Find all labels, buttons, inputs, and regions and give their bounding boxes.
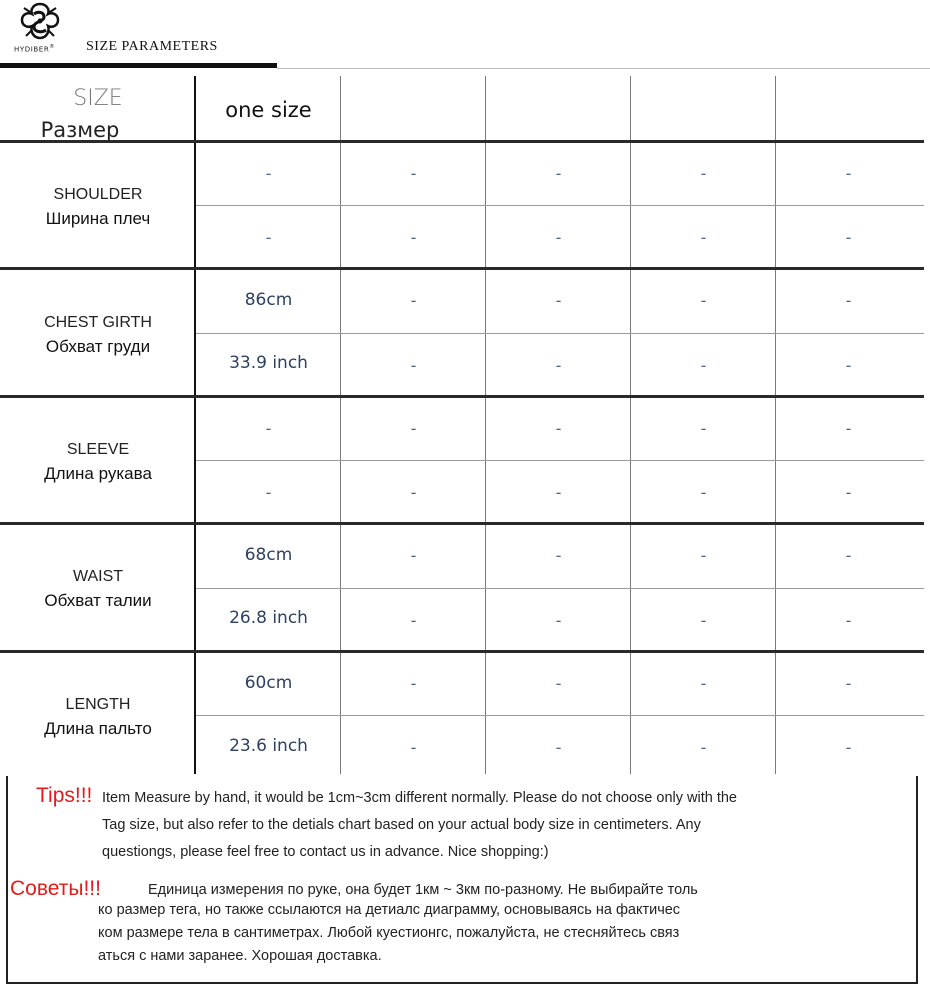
empty-cell: - [845,419,852,438]
tips-heading-ru: Советы!!! [10,877,101,900]
header-divider [277,68,930,69]
waist-cm-value: 68cm [244,545,293,565]
sub-row-divider [196,715,924,716]
row-label-chest-girth: CHEST GIRTH [44,314,152,331]
sub-row-divider [196,588,924,589]
tips-box [6,776,918,984]
empty-cell: - [555,419,562,438]
size-value: one size [225,98,312,122]
size-table [0,76,924,774]
brand-logo [14,0,66,48]
shoulder-cm-value: - [265,164,272,183]
empty-cell: - [555,611,562,630]
empty-cell: - [845,228,852,247]
row-label-sleeve-ru: Длина рукава [44,464,152,483]
row-label-waist-ru: Обхват талии [44,591,152,610]
sub-row-divider [196,333,924,334]
tips-line: questiongs, please feel free to contact us in advance. Nice shopping:) [102,844,549,860]
empty-cell: - [700,291,707,310]
empty-cell: - [555,291,562,310]
empty-cell: - [555,164,562,183]
size-header-label: SIZE [73,86,123,111]
empty-cell: - [700,674,707,693]
sleeve-cm-value: - [265,419,272,438]
empty-cell: - [410,228,417,247]
tips-line: Item Measure by hand, it would be 1cm~3cm different normally. Please do not choose only with the [102,790,737,806]
page-title: SIZE PARAMETERS [86,39,218,54]
chest-girth-cm-value: 86cm [244,290,293,310]
empty-cell: - [700,546,707,565]
empty-cell: - [845,546,852,565]
sleeve-inch-value: - [265,483,272,502]
empty-cell: - [410,546,417,565]
empty-cell: - [845,611,852,630]
empty-cell: - [845,674,852,693]
empty-cell: - [700,483,707,502]
empty-cell: - [700,356,707,375]
empty-cell: - [555,674,562,693]
empty-cell: - [410,164,417,183]
empty-cell: - [845,291,852,310]
tips-heading: Tips!!! [36,784,93,807]
row-label-length: LENGTH [65,696,131,713]
empty-cell: - [700,419,707,438]
tips-line-ru: аться с нами заранее. Хорошая доставка. [98,948,382,964]
empty-cell: - [700,611,707,630]
empty-cell: - [410,611,417,630]
tips-line-ru: ком размере тела в сантиметрах. Любой куестионгс, пожалуйста, не стесняйтесь связ [98,925,680,941]
empty-cell: - [410,356,417,375]
header-bar [0,63,277,68]
empty-cell: - [410,738,417,757]
row-label-sleeve: SLEEVE [66,441,130,458]
empty-cell: - [410,419,417,438]
empty-cell: - [845,164,852,183]
empty-cell: - [410,291,417,310]
brand-name: HYDIBER® [14,44,55,54]
empty-cell: - [700,164,707,183]
row-label-waist: WAIST [72,568,124,585]
sub-row-divider [196,205,924,206]
empty-cell: - [555,483,562,502]
row-divider [0,522,924,525]
row-divider [0,267,924,270]
shoulder-inch-value: - [265,228,272,247]
sub-row-divider [196,460,924,461]
row-divider [0,395,924,398]
chest-girth-inch-value: 33.9 inch [229,353,308,373]
length-cm-value: 60cm [244,673,293,693]
row-label-shoulder: SHOULDER [53,186,143,203]
empty-cell: - [845,356,852,375]
empty-cell: - [700,228,707,247]
row-divider [0,650,924,653]
empty-cell: - [410,483,417,502]
empty-cell: - [845,483,852,502]
size-header-label-ru: Размер [40,118,120,142]
empty-cell: - [555,356,562,375]
empty-cell: - [555,546,562,565]
tips-line-ru: Единица измерения по руке, она будет 1км ~ 3км по-разному. Не выбирайте толь [148,882,698,898]
empty-cell: - [555,228,562,247]
empty-cell: - [700,738,707,757]
length-inch-value: 23.6 inch [229,736,308,756]
empty-cell: - [555,738,562,757]
empty-cell: - [845,738,852,757]
tips-line: Tag size, but also refer to the detials chart based on your actual body size in centimeters. Any [102,817,701,833]
empty-cell: - [410,674,417,693]
row-label-shoulder-ru: Ширина плеч [45,209,151,228]
waist-inch-value: 26.8 inch [229,608,308,628]
row-label-length-ru: Длина пальто [44,719,152,738]
tips-line-ru: ко размер тега, но также ссылаются на детиалс диаграмму, основываясь на фактичес [98,902,681,918]
row-label-chest-girth-ru: Обхват груди [45,337,151,356]
